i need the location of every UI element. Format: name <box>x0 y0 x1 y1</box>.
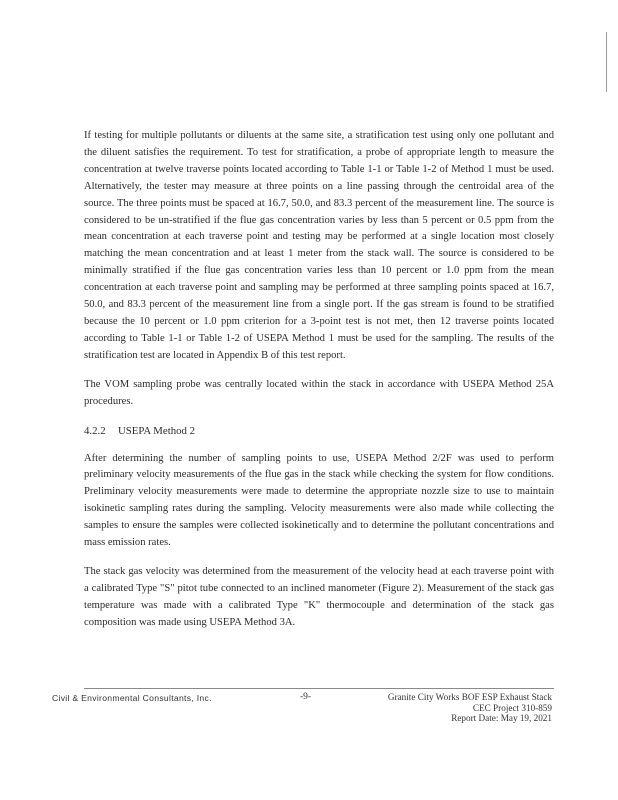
page-edge-line <box>606 32 607 92</box>
vom-probe-paragraph: The VOM sampling probe was centrally located within the stack in accordance with USEPA Method 25A procedures. <box>84 378 554 407</box>
stack-gas-paragraph: The stack gas velocity was determined from the measurement of the velocity head at each traverse point with a calibrated Type "S" pitot tube connected to an inclined manometer (Figure 2). Measurement of the stack gas temperature was made with a calibrated Type "K" thermocouple and determination of the stack gas composition was made using USEPA Method 3A. <box>84 565 554 628</box>
project-number: CEC Project 310-859 <box>472 702 552 713</box>
project-title: Granite City Works BOF ESP Exhaust Stack <box>387 692 552 702</box>
page-number: -9- <box>300 692 312 702</box>
section-heading <box>84 423 554 439</box>
document-body <box>84 128 554 644</box>
footer-project-info <box>388 692 552 724</box>
section-title: USEPA Method 2 <box>118 424 195 437</box>
footer-divider <box>84 688 554 689</box>
velocity-paragraph: After determining the number of sampling points to use, USEPA Method 2/2F was used to perform preliminary velocity measurements of the flue gas in the stack while checking the system for flow conditions. Preliminary velocity measurements were made to determine the appropriate nozzle size to use to maintain isokinetic sampling rates during the sampling. Velocity measurements were also made while collecting the samples to ensure the samples were collected isokinetically and to determine the pollutant concentrations and mass emission rates. <box>84 452 554 549</box>
section-number: 4.2.2 <box>84 424 106 437</box>
footer-company: Civil & Environmental Consultants, Inc. <box>52 693 212 703</box>
report-date: Report Date: May 19, 2021 <box>451 713 552 724</box>
stratification-paragraph: If testing for multiple pollutants or diluents at the same site, a stratification test using only one pollutant and the diluent satisfies the requirement. To test for stratification, a probe of appropriate length to measure the concentration at twelve traverse points located according to Table 1-1 or Table 1-2 of Method 1 must be used. Alternatively, the tester may measure at three points on a line passing through the centroidal area of the source. The three points must be spaced at 16.7, 50.0, and 83.3 percent of the measurement line. The source is considered to be un-stratified if the flue gas concentration varies by less than 5 percent or 0.5 ppm from the mean concentration at each traverse point and testing may be performed at a single location most closely matching the mean concentration and at least 1 meter from the stack wall. The source is considered to be minimally stratified if the flue gas concentration varies less than 10 percent or 1.0 ppm from the mean concentration at each traverse point and sampling may be performed at three sampling points spaced at 16.7, 50.0, and 83.3 percent of the measurement line from a single port. If the gas stream is found to be stratified because the 10 percent or 1.0 ppm criterion for a 3-point test is not met, then 12 traverse points located according to Table 1-1 or Table 1-2 of USEPA Method 1 must be used for the sampling. The results of the stratification test are located in Appendix B of this test report. <box>84 130 554 361</box>
